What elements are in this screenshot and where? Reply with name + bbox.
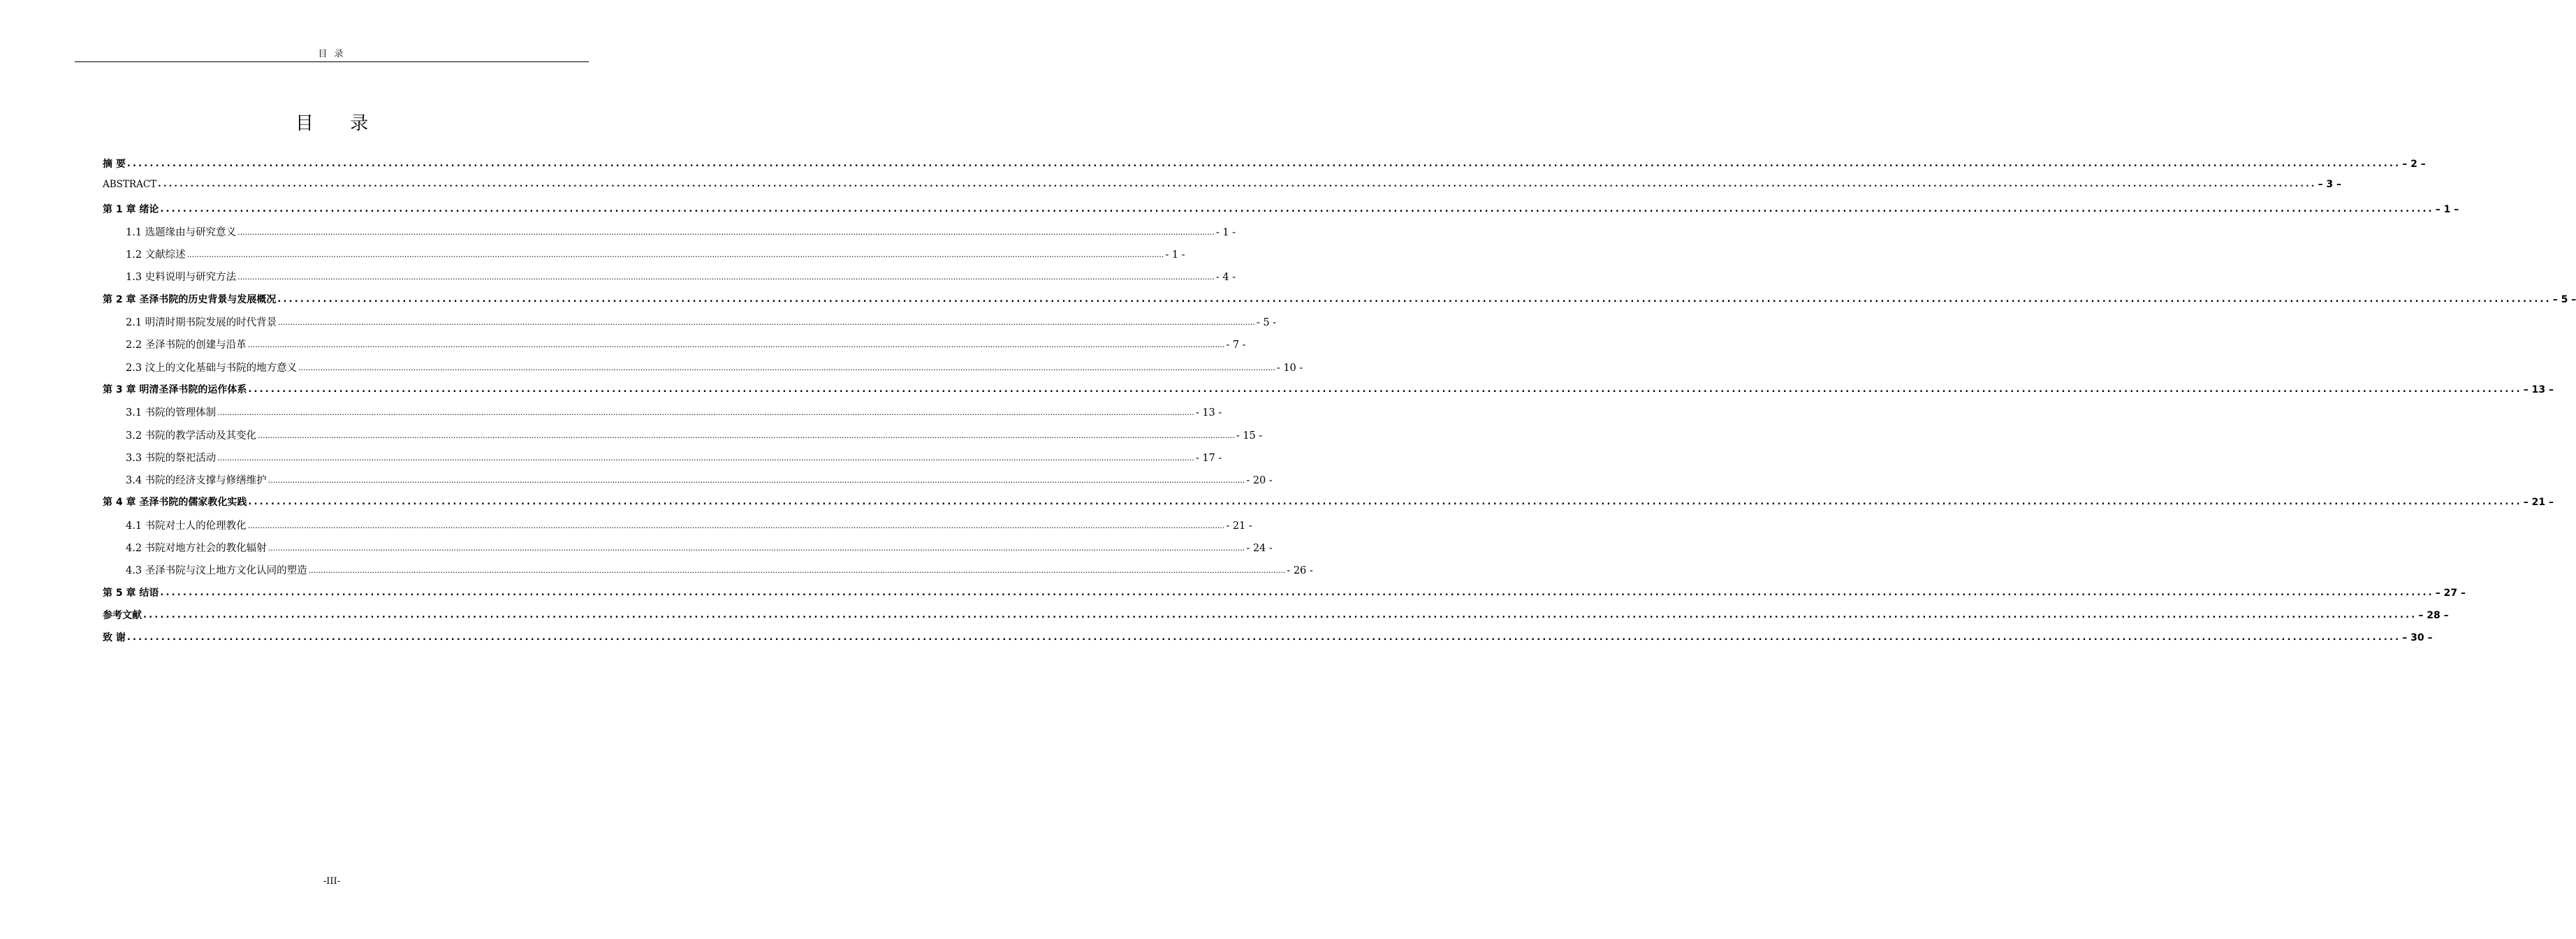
toc-entry-chapter[interactable] bbox=[103, 630, 2433, 653]
toc-entry-section[interactable] bbox=[103, 247, 1185, 269]
toc-entry-page: - 26 - bbox=[1287, 565, 1313, 577]
toc-entry-section[interactable] bbox=[103, 224, 1236, 247]
toc-entry-label: 第 3 章 明清圣泽书院的运作体系 bbox=[103, 384, 247, 395]
toc-dot-leader: ................................................................................................................................................................................................................................................................................................................................................................................................................ bbox=[248, 497, 2522, 508]
toc-dot-leader: ................................................................................................................................................................................................................................................................................................................................................................................................................ bbox=[143, 609, 2417, 620]
toc-entry-label: 4.3 圣泽书院与汶上地方文化认同的塑造 bbox=[126, 565, 307, 577]
toc-entry-label: 摘 要 bbox=[103, 159, 126, 170]
toc-dot-leader: ................................................................................................................................................................................................................................................................................................................................................................................................................ bbox=[258, 430, 1235, 440]
toc-dot-leader: ................................................................................................................................................................................................................................................................................................................................................................................................................ bbox=[217, 453, 1194, 463]
toc-entry-label: 4.1 书院对士人的伦理教化 bbox=[126, 520, 247, 532]
toc-dot-leader: ................................................................................................................................................................................................................................................................................................................................................................................................................ bbox=[268, 544, 1245, 553]
toc-dot-leader: ................................................................................................................................................................................................................................................................................................................................................................................................................ bbox=[217, 408, 1194, 418]
toc-entry-page: - 21 - bbox=[1226, 520, 1252, 532]
toc-dot-leader: ................................................................................................................................................................................................................................................................................................................................................................................................................ bbox=[158, 179, 2317, 190]
toc-dot-leader: ................................................................................................................................................................................................................................................................................................................................................................................................................ bbox=[298, 363, 1275, 372]
toc-entry-page: – 2 – bbox=[2402, 159, 2426, 170]
toc-entry-section[interactable] bbox=[103, 428, 1263, 450]
toc-dot-leader: ................................................................................................................................................................................................................................................................................................................................................................................................................ bbox=[268, 476, 1245, 486]
toc-entry-page: - 15 - bbox=[1236, 430, 1263, 442]
toc-dot-leader: ................................................................................................................................................................................................................................................................................................................................................................................................................ bbox=[237, 227, 1215, 237]
toc-entry-section[interactable] bbox=[103, 540, 1273, 562]
toc-dot-leader: ................................................................................................................................................................................................................................................................................................................................................................................................................ bbox=[247, 521, 1225, 530]
toc-entry-chapter[interactable] bbox=[103, 585, 2466, 608]
toc-entry-label: 3.4 书院的经济支撑与修缮维护 bbox=[126, 475, 267, 487]
toc-dot-leader: ................................................................................................................................................................................................................................................................................................................................................................................................................ bbox=[160, 587, 2434, 598]
toc-entry-chapter[interactable] bbox=[103, 179, 2342, 201]
toc-entry-section[interactable] bbox=[103, 314, 1277, 337]
header-rule bbox=[75, 61, 589, 62]
toc-entry-page: – 21 – bbox=[2523, 497, 2554, 509]
toc-entry-page: - 20 - bbox=[1246, 475, 1273, 487]
toc-entry-label: 1.3 史料说明与研究方法 bbox=[126, 272, 237, 284]
toc-dot-leader: ................................................................................................................................................................................................................................................................................................................................................................................................................ bbox=[277, 293, 2552, 305]
toc-entry-page: – 30 – bbox=[2402, 632, 2433, 644]
toc-entry-chapter[interactable] bbox=[103, 292, 2576, 314]
toc-entry-section[interactable] bbox=[103, 405, 1222, 427]
toc-dot-leader: ................................................................................................................................................................................................................................................................................................................................................................................................................ bbox=[248, 384, 2522, 395]
toc-entry-section[interactable] bbox=[103, 337, 1246, 359]
toc-dot-leader: ................................................................................................................................................................................................................................................................................................................................................................................................................ bbox=[237, 272, 1215, 282]
toc-entry-page: - 13 - bbox=[1195, 407, 1222, 419]
toc-entry-page: – 5 – bbox=[2552, 293, 2576, 305]
running-header: 目 录 bbox=[318, 49, 346, 59]
toc-entry-section[interactable] bbox=[103, 269, 1236, 291]
toc-dot-leader: ................................................................................................................................................................................................................................................................................................................................................................................................................ bbox=[126, 632, 2401, 643]
toc-entry-chapter[interactable] bbox=[103, 156, 2426, 179]
toc-entry-section[interactable] bbox=[103, 562, 1313, 585]
toc-entry-chapter[interactable] bbox=[103, 382, 2554, 405]
toc-entry-label: 第 5 章 结语 bbox=[103, 587, 159, 599]
toc-entry-label: 2.3 汶上的文化基础与书院的地方意义 bbox=[126, 362, 298, 374]
toc-entry-page: – 27 – bbox=[2435, 587, 2466, 599]
toc-title: 目 录 bbox=[295, 113, 384, 134]
toc-entry-page: - 24 - bbox=[1246, 543, 1273, 555]
toc-entry-label: 1.2 文献综述 bbox=[126, 249, 186, 261]
toc-entry-label: 第 1 章 绪论 bbox=[103, 203, 159, 215]
toc-entry-page: - 1 - bbox=[1215, 226, 1236, 238]
toc-list bbox=[103, 156, 2576, 653]
toc-entry-page: – 13 – bbox=[2523, 384, 2554, 395]
toc-entry-page: - 17 - bbox=[1195, 452, 1222, 464]
toc-entry-section[interactable] bbox=[103, 518, 1252, 540]
toc-entry-label: 参考文献 bbox=[103, 609, 142, 621]
toc-entry-page: - 4 - bbox=[1215, 272, 1236, 284]
page-number: -III- bbox=[323, 876, 341, 887]
toc-entry-label: 1.1 选题缘由与研究意义 bbox=[126, 226, 237, 238]
toc-entry-chapter[interactable] bbox=[103, 495, 2554, 517]
toc-entry-label: ABSTRACT bbox=[103, 179, 157, 191]
toc-entry-section[interactable] bbox=[103, 360, 1303, 382]
toc-entry-label: 致 谢 bbox=[103, 632, 126, 644]
toc-entry-label: 第 2 章 圣泽书院的历史背景与发展概况 bbox=[103, 293, 277, 305]
toc-dot-leader: ................................................................................................................................................................................................................................................................................................................................................................................................................ bbox=[160, 203, 2434, 214]
toc-entry-label: 2.2 圣泽书院的创建与沿革 bbox=[126, 340, 247, 351]
toc-entry-page: – 1 – bbox=[2435, 203, 2459, 215]
toc-entry-chapter[interactable] bbox=[103, 608, 2449, 630]
toc-entry-chapter[interactable] bbox=[103, 202, 2459, 224]
toc-dot-leader: ................................................................................................................................................................................................................................................................................................................................................................................................................ bbox=[126, 159, 2401, 169]
toc-entry-page: - 1 - bbox=[1165, 249, 1185, 261]
toc-entry-section[interactable] bbox=[103, 472, 1273, 495]
toc-dot-leader: ................................................................................................................................................................................................................................................................................................................................................................................................................ bbox=[308, 566, 1286, 576]
toc-dot-leader: ................................................................................................................................................................................................................................................................................................................................................................................................................ bbox=[186, 250, 1164, 260]
toc-entry-label: 4.2 书院对地方社会的教化辐射 bbox=[126, 543, 267, 555]
toc-entry-page: - 10 - bbox=[1276, 362, 1303, 374]
toc-entry-page: - 5 - bbox=[1256, 317, 1277, 329]
toc-entry-page: – 3 – bbox=[2318, 179, 2342, 191]
toc-entry-section[interactable] bbox=[103, 450, 1222, 472]
toc-entry-page: - 7 - bbox=[1226, 340, 1246, 351]
toc-dot-leader: ................................................................................................................................................................................................................................................................................................................................................................................................................ bbox=[247, 340, 1225, 350]
toc-entry-label: 3.1 书院的管理体制 bbox=[126, 407, 217, 419]
toc-entry-label: 3.2 书院的教学活动及其变化 bbox=[126, 430, 257, 442]
toc-dot-leader: ................................................................................................................................................................................................................................................................................................................................................................................................................ bbox=[278, 318, 1255, 328]
toc-entry-label: 3.3 书院的祭祀活动 bbox=[126, 452, 217, 464]
toc-entry-page: – 28 – bbox=[2418, 609, 2449, 621]
toc-entry-label: 2.1 明清时期书院发展的时代背景 bbox=[126, 317, 277, 329]
toc-entry-label: 第 4 章 圣泽书院的儒家教化实践 bbox=[103, 497, 247, 509]
